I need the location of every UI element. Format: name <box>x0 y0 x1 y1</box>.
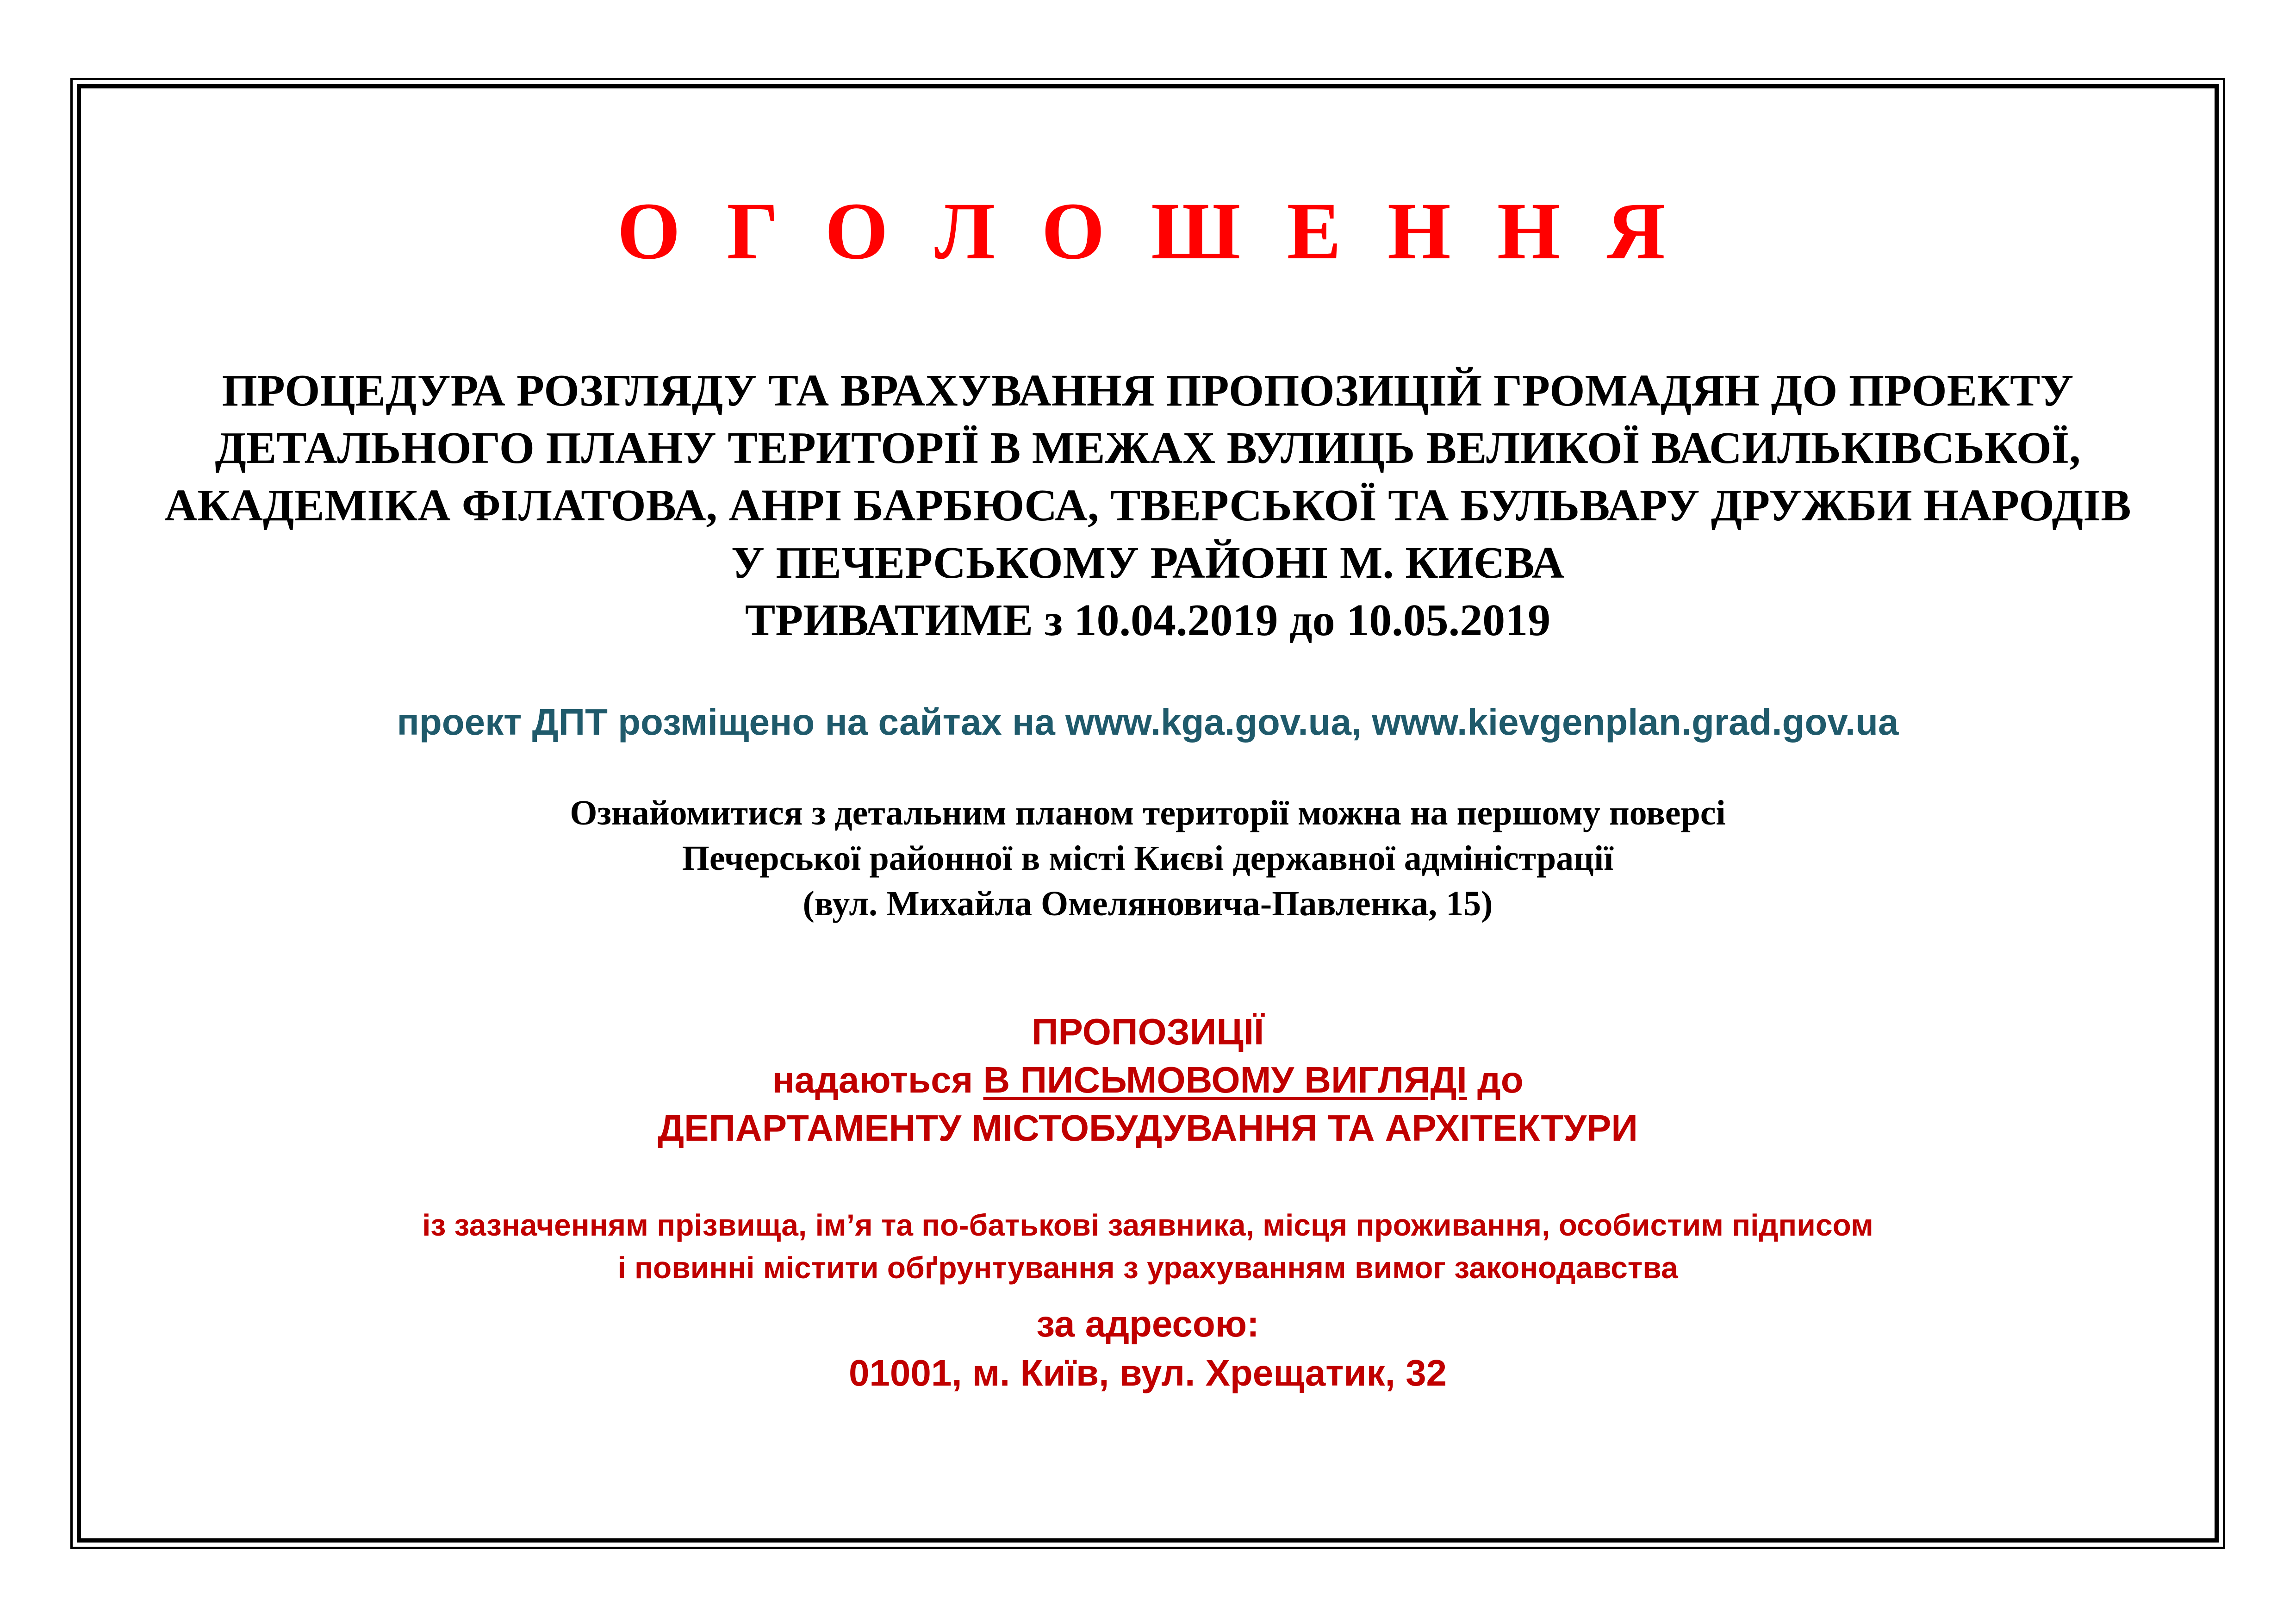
address-label: за адресою: <box>1036 1303 1259 1344</box>
procedure-line: ДЕТАЛЬНОГО ПЛАНУ ТЕРИТОРІЇ В МЕЖАХ ВУЛИЦЬ ВЕЛИКОЇ ВАСИЛЬКІВСЬКОЇ, <box>215 423 2081 473</box>
review-location-info <box>77 790 2219 926</box>
requirement-line: із зазначенням прізвища, ім’я та по-батькові заявника, місця проживання, особистим підписом <box>422 1208 1873 1242</box>
requirements-block <box>77 1204 2219 1289</box>
info-line: Ознайомитися з детальним планом території можна на першому поверсі <box>570 793 1726 832</box>
proposals-submission-line <box>77 1056 2219 1104</box>
proposals-block <box>77 1008 2219 1152</box>
procedure-dates: ТРИВАТИМЕ з 10.04.2019 до 10.05.2019 <box>745 595 1551 645</box>
written-form-emphasis: В ПИСЬМОВОМУ ВИГЛЯДІ <box>983 1059 1467 1100</box>
announcement-title: О Г О Л О Ш Е Н Н Я <box>617 186 1679 276</box>
procedure-line: АКАДЕМІКА ФІЛАТОВА, АНРІ БАРБЮСА, ТВЕРСЬКОЇ ТА БУЛЬВАРУ ДРУЖБИ НАРОДІВ <box>164 481 2131 531</box>
proposals-heading: ПРОПОЗИЦІЇ <box>1031 1011 1264 1052</box>
proposals-text-after: до <box>1467 1059 1524 1100</box>
address-block <box>77 1299 2219 1398</box>
requirement-line: і повинні містити обґрунтування з урахуванням вимог законодавства <box>617 1250 1678 1285</box>
proposals-text-before: надаються <box>772 1059 983 1100</box>
info-line: Печерської районної в місті Києві державної адміністрації <box>682 839 1614 878</box>
procedure-line: ПРОЦЕДУРА РОЗГЛЯДУ ТА ВРАХУВАННЯ ПРОПОЗИЦІЙ ГРОМАДЯН ДО ПРОЕКТУ <box>222 366 2074 416</box>
department-name: ДЕПАРТАМЕНТУ МІСТОБУДУВАННЯ ТА АРХІТЕКТУРИ <box>658 1107 1638 1149</box>
project-sites-text: проект ДПТ розміщено на сайтах на www.kga.gov.ua, www.kievgenplan.grad.gov.ua <box>397 701 1899 743</box>
info-address: (вул. Михайла Омеляновича-Павленка, 15) <box>803 884 1493 923</box>
procedure-description <box>77 362 2219 649</box>
procedure-line: У ПЕЧЕРСЬКОМУ РАЙОНІ М. КИЄВА <box>731 538 1565 588</box>
address-value: 01001, м. Київ, вул. Хрещатик, 32 <box>848 1352 1447 1393</box>
